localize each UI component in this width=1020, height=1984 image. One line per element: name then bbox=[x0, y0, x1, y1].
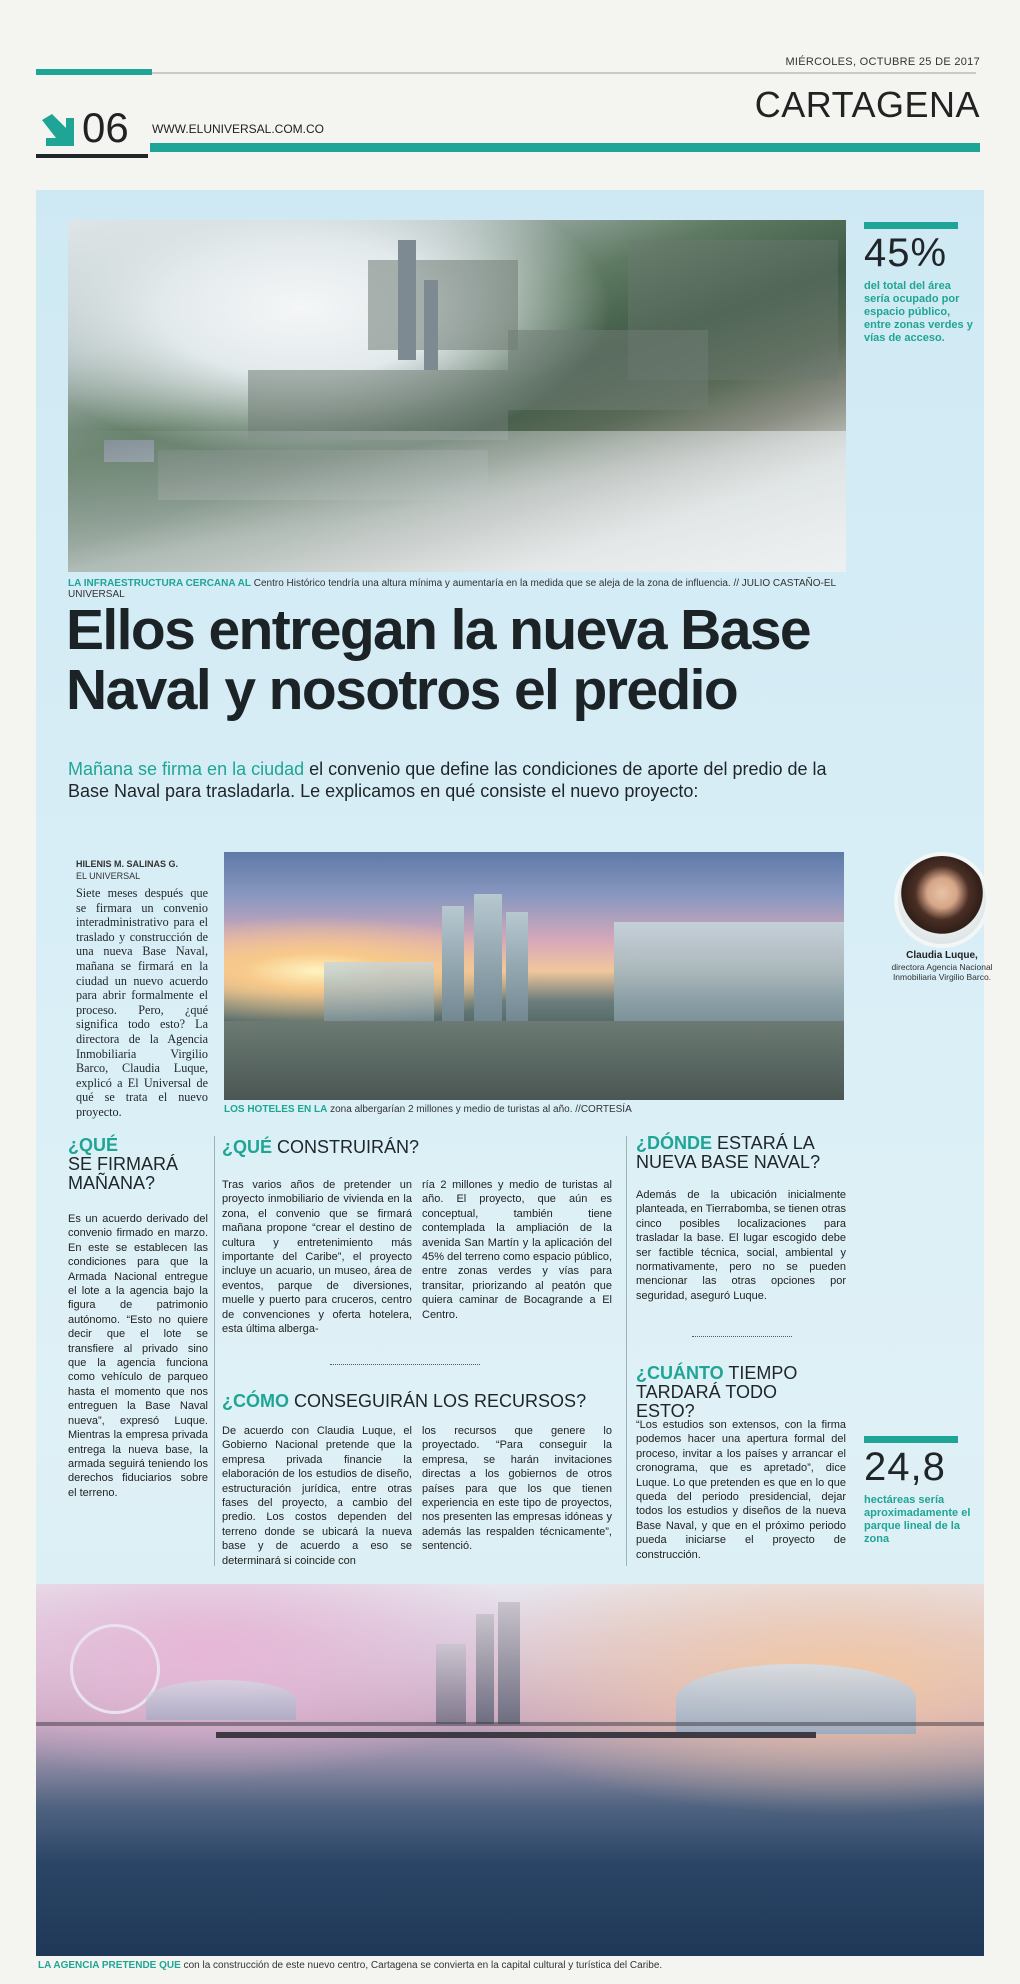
section-title-recursos bbox=[222, 1392, 622, 1411]
dotted-separator bbox=[330, 1364, 480, 1365]
section-title-recursos-hl: ¿CÓMO bbox=[222, 1391, 289, 1411]
section-title-tiempo bbox=[636, 1364, 836, 1421]
render1-caption-text: zona albergarían 2 millones y medio de turistas al año. //CORTESÍA bbox=[330, 1104, 632, 1115]
stat-bar bbox=[864, 1436, 958, 1443]
section-title-tiempo-hl: ¿CUÁNTO bbox=[636, 1363, 724, 1383]
page-number-underline bbox=[36, 154, 148, 158]
subhead-lead: Mañana se firma en la ciudad bbox=[68, 759, 305, 779]
page-number: 06 bbox=[82, 104, 129, 151]
top-rule-accent bbox=[36, 69, 152, 75]
render2-caption bbox=[38, 1960, 662, 1971]
section-title-firmara-text: SE FIRMARÁ MAÑANA? bbox=[68, 1154, 179, 1193]
section-body-firmara: Es un acuerdo derivado del convenio firmado en marzo. En este se establecen las condiciones para que la Armada Nacional entregue el lote a la agencia bajo la figura de patrimonio autónomo. “Esto no quiere decir que el lote se transfiere al privado sino que la agencia funciona como vehículo de parqueo hasta el momento que nos entreguen la Base Naval nueva”, expresó Luque. Mientras la empresa privada entrega la nueva base, la armada seguirá teniendo los derechos fiduciarios sobre el terreno. bbox=[68, 1213, 208, 1499]
render2-caption-text: con la construcción de este nuevo centro, Cartagena se convierta en la capital cultural y turística del Caribe. bbox=[183, 1960, 663, 1971]
section-body-construiran-col1: Tras varios años de pretender un proyecto inmobiliario de vivienda en la zona, el convenio que se firmará mañana propone “crear el destino de cultura y entretenimiento más importante del Caribe”, el proyecto incluye un acuario, un museo, área de eventos, parque de diversiones, muelle y puerto para cruceros, centro de convenciones y oferta hotelera, esta última alberga- bbox=[222, 1179, 412, 1336]
stat-public-space bbox=[864, 222, 974, 345]
subhead bbox=[68, 758, 868, 802]
hero-aerial-photo bbox=[68, 220, 846, 572]
author: HILENIS M. SALINAS G. bbox=[76, 859, 179, 869]
stat-text: del total del área sería ocupado por espacio público, entre zonas verdes y vías de acceso. bbox=[864, 280, 973, 344]
section-title: CARTAGENA bbox=[754, 84, 980, 125]
column-rule bbox=[626, 1136, 627, 1566]
page-number-box bbox=[36, 104, 148, 154]
dotted-separator bbox=[692, 1336, 792, 1337]
stat-value: 24,8 bbox=[864, 1445, 946, 1489]
section-title-firmara-hl: ¿QUÉ bbox=[68, 1135, 119, 1155]
intro-paragraph: Siete meses después que se firmara un convenio interadministrativo para el traslado y construcción de una nueva Base Naval, mañana se firmará en la ciudad un nuevo acuerdo para abrir formalmente el proceso. Pero, ¿qué significa todo esto? La directora de la Agencia Inmobiliaria Virgilio Barco, Claudia Luque, explicó a El Universal de qué se trata el nuevo proyecto. bbox=[76, 886, 208, 1119]
issue-date: MIÉRCOLES, OCTUBRE 25 DE 2017 bbox=[785, 56, 980, 68]
hero-caption bbox=[68, 578, 848, 600]
column-rule bbox=[214, 1136, 215, 1566]
header-rule bbox=[150, 143, 980, 152]
stat-text: hectáreas sería aproximadamente el parque lineal de la zona bbox=[864, 1494, 971, 1545]
arrow-down-right-icon bbox=[38, 110, 78, 150]
portrait-role: directora Agencia Nacional Inmobiliaria Virgilio Barco. bbox=[891, 962, 993, 982]
claudia-luque-portrait bbox=[894, 852, 990, 948]
section-body-donde: Además de la ubicación inicialmente planteada, en Tierrabomba, se tienen otras cinco posibles localizaciones para trasladar la base. El lugar escogido debe ser factible técnica, social, ambiental y normativamente, pero no se pueden mencionar las otras opciones por seguridad, aseguró Luque. bbox=[636, 1189, 846, 1302]
hero-caption-text: Centro Histórico tendría una altura mínima y aumentaría en la medida que se aleja de la zona de influencia. // JULIO CASTAÑO-EL UNIVERSAL bbox=[68, 578, 836, 600]
section-title-construiran-hl: ¿QUÉ bbox=[222, 1137, 273, 1157]
section-body-recursos-col1: De acuerdo con Claudia Luque, el Gobierno Nacional pretende que la empresa privada financie la elaboración de los estudios de diseño, estructuración jurídica, entre otras fases del proyecto, a cambio del predio. Los costos dependen del terreno donde se ubicará la nueva base y de acuerdo a eso se determinará si coincide con bbox=[222, 1425, 412, 1567]
section-title-tiempo-text: TIEMPO TARDARÁ TODO ESTO? bbox=[636, 1363, 798, 1421]
section-title-construiran bbox=[222, 1138, 622, 1157]
site-url[interactable]: WWW.ELUNIVERSAL.COM.CO bbox=[152, 122, 325, 136]
hero-caption-lead: LA INFRAESTRUCTURA CERCANA AL bbox=[68, 578, 251, 589]
section-body-recursos-col2: los recursos que genere lo proyectado. “Para conseguir la empresa, se harán invitaciones directas a los gobiernos de otros países para que los que tienen experiencia en este tipo de proyectos, nos presenten las empresas idóneas y además las respalden técnicamente”, sentenció. bbox=[422, 1425, 612, 1553]
section-title-donde-text: ESTARÁ LA NUEVA BASE NAVAL? bbox=[636, 1133, 821, 1172]
stat-park-hectares bbox=[864, 1436, 974, 1546]
hotel-render-image bbox=[224, 852, 844, 1100]
section-title-donde bbox=[636, 1134, 836, 1172]
stat-bar bbox=[864, 222, 958, 229]
section-title-firmara bbox=[68, 1136, 208, 1193]
section-title-construiran-text: CONSTRUIRÁN? bbox=[277, 1137, 420, 1157]
headline: Ellos entregan la nueva Base Naval y nosotros el predio bbox=[66, 598, 811, 722]
render2-caption-lead: LA AGENCIA PRETENDE QUE bbox=[38, 1960, 181, 1971]
render1-caption bbox=[224, 1104, 632, 1115]
byline bbox=[76, 858, 178, 882]
render1-caption-lead: LOS HOTELES EN LA bbox=[224, 1104, 328, 1115]
outlet: EL UNIVERSAL bbox=[76, 871, 141, 881]
section-body-tiempo: “Los estudios son extensos, con la firma podemos hacer una apertura formal del proceso, invitar a los países y arrancar el cronograma, que es apretado”, dice Luque. Lo que pretenden es que en lo que queda del periodo presidencial, dejar todos los estudios y diseños de la nueva Base Naval, y que en el próximo periodo pueda iniciarse el proyecto de construcción. bbox=[636, 1419, 846, 1561]
top-rule bbox=[36, 72, 976, 74]
section-body-construiran-col2: ría 2 millones y medio de turistas al año. El proyecto, que aún es conceptual, también tiene contemplada la ampliación de la avenida San Martín y la aplicación del 45% del terreno como espacio público, entre zonas verdes y vías para transitar, priorizando al peatón que quiera caminar de Bocagrande a El Centro. bbox=[422, 1179, 612, 1321]
section-title-recursos-text: CONSEGUIRÁN LOS RECURSOS? bbox=[294, 1391, 587, 1411]
waterfront-render-image bbox=[36, 1584, 984, 1956]
subhead-text: el convenio que define las condiciones de aporte del predio de la Base Naval para trasladarla. Le explicamos en qué consiste el nuevo proyecto: bbox=[68, 759, 827, 801]
portrait-name: Claudia Luque, bbox=[906, 950, 978, 961]
stat-value: 45% bbox=[864, 231, 948, 275]
section-title-donde-hl: ¿DÓNDE bbox=[636, 1133, 712, 1153]
